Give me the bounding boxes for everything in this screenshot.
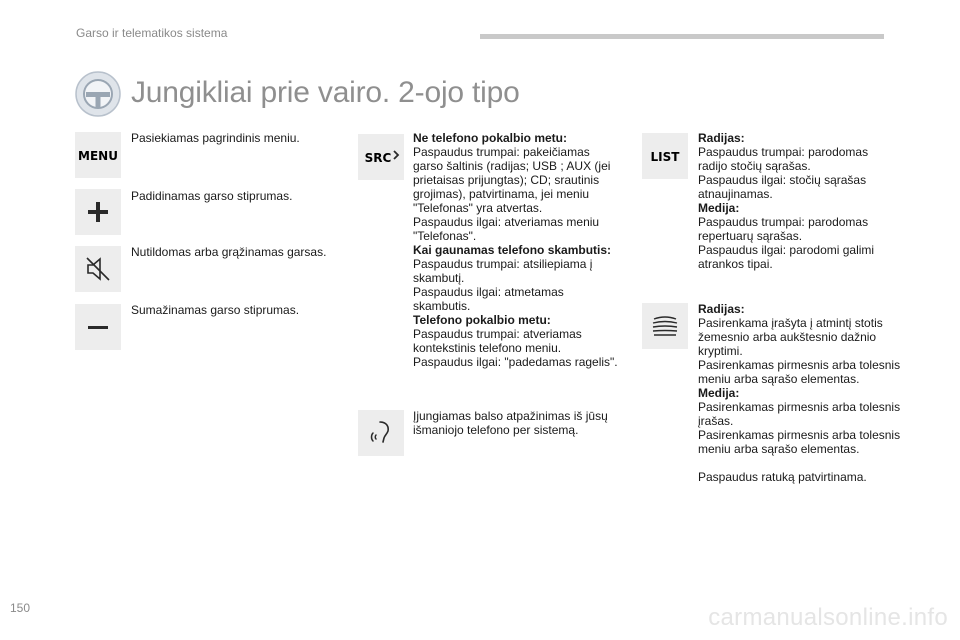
wheel-line: Radijas: (698, 302, 745, 316)
section-header: Garso ir telematikos sistema (76, 26, 228, 40)
list-description (698, 131, 928, 271)
confirm-description: Paspaudus ratuką patvirtinama. (698, 470, 867, 484)
src-line: "Telefonas" yra atvertas. (413, 201, 543, 215)
wheel-line: įrašas. (698, 414, 734, 428)
wheel-line: Pasirenkama įrašyta į atmintį stotis (698, 316, 883, 330)
wheel-line: kryptimi. (698, 344, 743, 358)
list-line: Medija: (698, 201, 740, 215)
list-line: atnaujinamas. (698, 187, 773, 201)
list-key-label: LIST (650, 150, 680, 164)
voice-description (413, 409, 633, 437)
header-bar (480, 34, 884, 39)
list-line: Radijas: (698, 131, 745, 145)
src-line: kontekstinis telefono meniu. (413, 341, 562, 355)
menu-key-label: MENU (78, 149, 118, 163)
voice-line: išmaniojo telefono per sistemą. (413, 423, 579, 437)
src-line: skambutis. (413, 299, 471, 313)
src-description (413, 131, 633, 369)
minus-icon (75, 304, 121, 350)
src-line: Paspaudus trumpai: atveriamas (413, 327, 582, 341)
page-title: Jungikliai prie vairo. 2-ojo tipo (131, 76, 520, 109)
src-line: Paspaudus ilgai: atmetamas (413, 285, 564, 299)
list-line: Paspaudus trumpai: parodomas (698, 145, 869, 159)
page-number: 150 (10, 601, 31, 615)
wheel-line: Pasirenkamas pirmesnis arba tolesnis (698, 358, 901, 372)
src-line: prietaisas prijungtas); CD; srautinis (413, 173, 600, 187)
src-line: skambutį. (413, 271, 465, 285)
list-line: atrankos tipai. (698, 257, 773, 271)
voice-line: Įjungiamas balso atpažinimas iš jūsų (413, 409, 608, 423)
watermark: carmanualsonline.info (708, 604, 948, 631)
list-line: Paspaudus ilgai: parodomi galimi (698, 243, 875, 257)
src-line: Paspaudus trumpai: atsiliepiama į (413, 257, 593, 271)
src-line: Paspaudus ilgai: atveriamas meniu (413, 215, 600, 229)
wheel-line: Medija: (698, 386, 740, 400)
thumbwheel-description (698, 302, 928, 456)
thumbwheel-icon (642, 303, 688, 349)
menu-description: Pasiekiamas pagrindinis meniu. (131, 131, 300, 145)
volume-up-description: Padidinamas garso stiprumas. (131, 189, 293, 203)
plus-icon (75, 189, 121, 235)
volume-down-description: Sumažinamas garso stiprumas. (131, 303, 300, 317)
list-line: repertuarų sąrašas. (698, 229, 803, 243)
src-line: Kai gaunamas telefono skambutis: (413, 243, 612, 257)
wheel-line: Pasirenkamas pirmesnis arba tolesnis (698, 400, 901, 414)
mute-icon (75, 246, 121, 292)
wheel-line: meniu arba sąrašo elementas. (698, 442, 860, 456)
src-line: garso šaltinis (radijas; USB ; AUX (jei (413, 159, 611, 173)
wheel-line: meniu arba sąrašo elementas. (698, 372, 860, 386)
list-line: Paspaudus trumpai: parodomas (698, 215, 869, 229)
voice-icon (358, 410, 404, 456)
src-key-label: SRC (364, 151, 392, 165)
src-line: grojimas), patvirtinama, jei meniu (413, 187, 590, 201)
menu-key-icon (75, 132, 121, 178)
mute-description: Nutildomas arba grąžinamas garsas. (131, 245, 327, 259)
list-key-icon (642, 133, 688, 179)
wheel-line: Pasirenkamas pirmesnis arba tolesnis (698, 428, 901, 442)
src-line: Paspaudus trumpai: pakeičiamas (413, 145, 590, 159)
list-line: radijo stočių sąrašas. (698, 159, 811, 173)
steering-wheel-logo-icon (74, 70, 122, 118)
src-line: Paspaudus ilgai: "padedamas ragelis". (413, 355, 618, 369)
wheel-line: žemesnio arba aukštesnio dažnio (698, 330, 877, 344)
src-line: "Telefonas". (413, 229, 477, 243)
src-key-icon (358, 134, 404, 180)
src-line: Telefono pokalbio metu: (413, 313, 551, 327)
list-line: Paspaudus ilgai: stočių sąrašas (698, 173, 867, 187)
src-line: Ne telefono pokalbio metu: (413, 131, 568, 145)
